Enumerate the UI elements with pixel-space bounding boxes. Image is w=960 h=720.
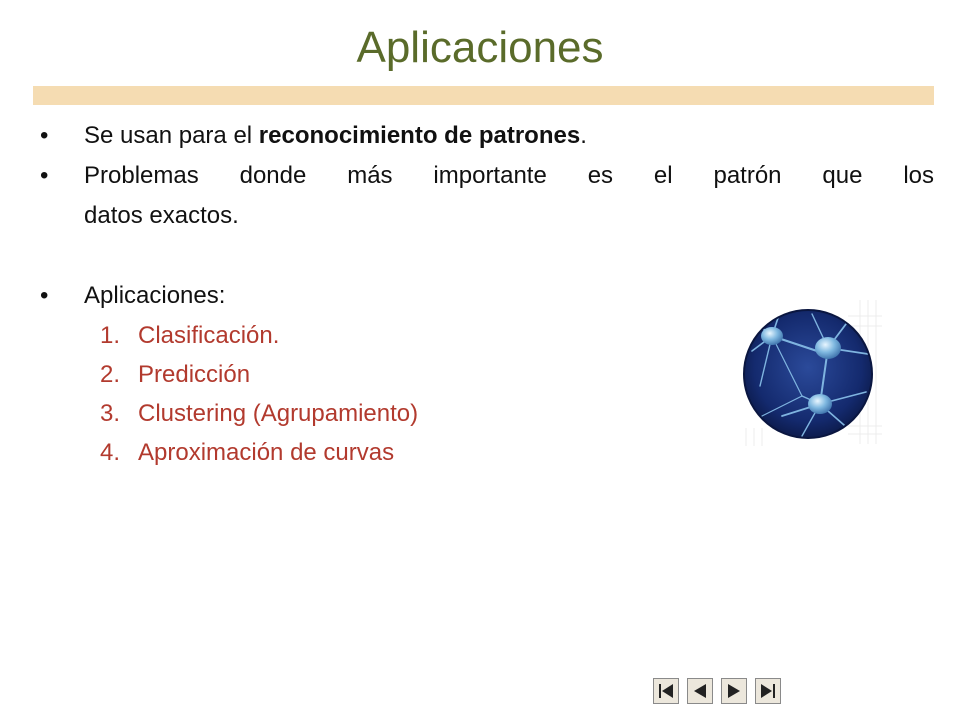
bullet-dot: • xyxy=(40,282,49,309)
previous-slide-icon xyxy=(691,683,709,699)
bullet-text-line-1: Problemas donde más importante es el patrón que los xyxy=(84,162,934,189)
bullet-text-plain: Se usan para el xyxy=(84,122,259,149)
next-slide-icon xyxy=(725,683,743,699)
list-item-label: Clustering (Agrupamiento) xyxy=(138,400,419,427)
list-number: 4. xyxy=(100,439,121,466)
neuron-illustration xyxy=(742,296,882,448)
bullet-item xyxy=(36,116,934,156)
next-slide-button[interactable] xyxy=(721,678,747,704)
slide-navigation xyxy=(653,678,781,704)
list-number: 1. xyxy=(100,322,121,349)
bullet-text-bold: reconocimiento de patrones xyxy=(258,122,581,149)
slide-title: Aplicaciones xyxy=(356,23,604,72)
first-slide-icon xyxy=(657,683,675,699)
list-item-label: Aproximación de curvas xyxy=(138,439,395,466)
bullet-dot: • xyxy=(40,162,49,189)
bullet-text-line-2: datos exactos. xyxy=(84,202,239,229)
first-slide-button[interactable] xyxy=(653,678,679,704)
last-slide-button[interactable] xyxy=(755,678,781,704)
spacer xyxy=(36,236,934,276)
bullet-text: Aplicaciones: xyxy=(84,282,226,309)
bullet-item xyxy=(36,156,934,236)
list-number: 3. xyxy=(100,400,121,427)
list-number: 2. xyxy=(100,361,121,388)
list-item-label: Predicción xyxy=(138,361,251,388)
bullet-dot: • xyxy=(40,122,49,149)
title-underline-bar xyxy=(33,86,934,105)
bullet-text-end: . xyxy=(580,122,587,149)
previous-slide-button[interactable] xyxy=(687,678,713,704)
list-item-label: Clasificación. xyxy=(138,322,280,349)
last-slide-icon xyxy=(759,683,777,699)
